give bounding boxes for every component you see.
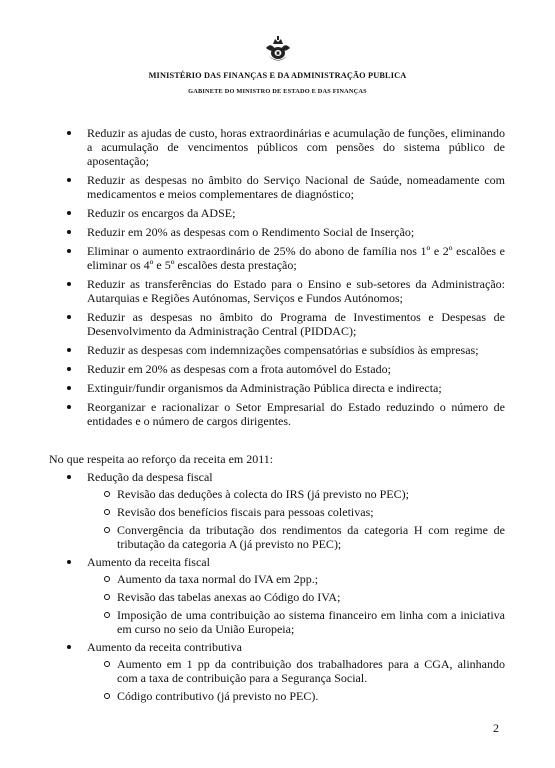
bullet-item [49, 126, 505, 168]
bullet-item [49, 244, 505, 272]
sub-item [49, 689, 505, 703]
bullet-icon [67, 178, 71, 182]
bullet-text: Reduzir os encargos da ADSE; [87, 206, 236, 220]
bullet-icon [67, 367, 71, 371]
circle-bullet-icon [104, 612, 110, 618]
bullet-icon [67, 211, 71, 215]
sub-item-text: Aumento da taxa normal do IVA em 2pp.; [117, 572, 319, 586]
bullet-icon [67, 475, 71, 479]
bullet-item [49, 173, 505, 201]
sub-item [49, 523, 505, 551]
revenue-sub-list [87, 487, 505, 551]
sub-item [49, 608, 505, 636]
bullet-text: Reduzir as despesas com indemnizações compensatórias e subsídios às empresas; [87, 343, 479, 357]
revenue-group-label: Aumento da receita contributiva [87, 640, 242, 654]
revenue-sub-list [87, 657, 505, 703]
sub-item [49, 487, 505, 501]
circle-bullet-icon [104, 491, 110, 497]
bullet-item [49, 381, 505, 395]
bullet-icon [67, 560, 71, 564]
bullet-text: Reduzir em 20% as despesas com o Rendimento Social de Inserção; [87, 225, 415, 239]
revenue-group-label: Redução da despesa fiscal [87, 470, 213, 484]
sub-item-text: Convergência da tributação dos rendimentos da categoria H com regime de tributação da categoria A (já previsto no PEC); [117, 523, 505, 551]
circle-bullet-icon [104, 661, 110, 667]
bullet-icon [67, 645, 71, 649]
bullet-text: Reorganizar e racionalizar o Setor Empresarial do Estado reduzindo o número de entidades e o número de cargos dirigentes. [87, 400, 505, 428]
coat-of-arms-icon [263, 36, 293, 62]
circle-bullet-icon [104, 576, 110, 582]
circle-bullet-icon [104, 509, 110, 515]
ministry-heading: MINISTÉRIO DAS FINANÇAS E DA ADMINISTRAÇÃO PUBLICA [148, 71, 407, 80]
bullet-text: Reduzir as despesas no âmbito do Serviço Nacional de Saúde, nomeadamente com medicamentos e meios complementares de diagnóstico; [87, 173, 505, 201]
bullet-text: Reduzir as transferências do Estado para o Ensino e sub-setores da Administração: Autarquias e Regiões Autónomas, Serviços e Fundos Autónomos; [87, 277, 505, 305]
bullet-icon [67, 249, 71, 253]
bullet-item [49, 310, 505, 338]
bullet-icon [67, 282, 71, 286]
bullet-item [49, 400, 505, 428]
bullet-icon [67, 131, 71, 135]
bullet-item [49, 277, 505, 305]
bullet-icon [67, 315, 71, 319]
bullet-text: Extinguir/fundir organismos da Administração Pública directa e indirecta; [87, 381, 442, 395]
bullet-item [49, 362, 505, 376]
bullet-text: Reduzir em 20% as despesas com a frota automóvel do Estado; [87, 362, 391, 376]
bullet-item [49, 206, 505, 220]
sub-item [49, 572, 505, 586]
bullet-text: Reduzir as ajudas de custo, horas extraordinárias e acumulação de funções, eliminando a acumulação de vencimentos públicos com pensões do sistema público de aposentação; [87, 126, 505, 168]
document-body [49, 126, 505, 707]
revenue-group-label: Aumento da receita fiscal [87, 555, 210, 569]
page-number: 2 [493, 721, 499, 735]
bullet-text: Eliminar o aumento extraordinário de 25% do abono de família nos 1º e 2º escalões e eliminar os 4º e 5º escalões desta prestação; [87, 244, 505, 272]
sub-item-text: Código contributivo (já previsto no PEC). [117, 689, 319, 703]
sub-item-text: Imposição de uma contribuição ao sistema financeiro em linha com a iniciativa em curso no seio da União Europeia; [117, 608, 505, 636]
sub-item [49, 657, 505, 685]
circle-bullet-icon [104, 527, 110, 533]
circle-bullet-icon [104, 594, 110, 600]
bullet-text: Reduzir as despesas no âmbito do Programa de Investimentos e Despesas de Desenvolvimento da Administração Central (PIDDAC); [87, 310, 505, 338]
revenue-sub-list [87, 572, 505, 636]
revenue-intro: No que respeita ao reforço da receita em 2011: [49, 452, 274, 466]
sub-item [49, 505, 505, 519]
cabinet-subheading: GABINETE DO MINISTRO DE ESTADO E DAS FINANÇAS [188, 88, 367, 95]
revenue-group [49, 555, 505, 636]
sub-item-text: Revisão das tabelas anexas ao Código do IVA; [117, 590, 341, 604]
bullet-item [49, 225, 505, 239]
bullet-icon [67, 348, 71, 352]
bullet-item [49, 343, 505, 357]
sub-item-text: Revisão dos benefícios fiscais para pessoas coletivas; [117, 505, 374, 519]
revenue-group [49, 470, 505, 551]
sub-item [49, 590, 505, 604]
revenue-measures-list [49, 470, 505, 703]
bullet-icon [67, 386, 71, 390]
bullet-icon [67, 405, 71, 409]
expense-measures-list [49, 126, 505, 428]
sub-item-text: Aumento em 1 pp da contribuição dos trabalhadores para a CGA, alinhando com a taxa de contribuição para a Segurança Social. [117, 657, 505, 685]
sub-item-text: Revisão das deduções à colecta do IRS (já previsto no PEC); [117, 487, 409, 501]
bullet-icon [67, 230, 71, 234]
circle-bullet-icon [104, 693, 110, 699]
revenue-group [49, 640, 505, 703]
